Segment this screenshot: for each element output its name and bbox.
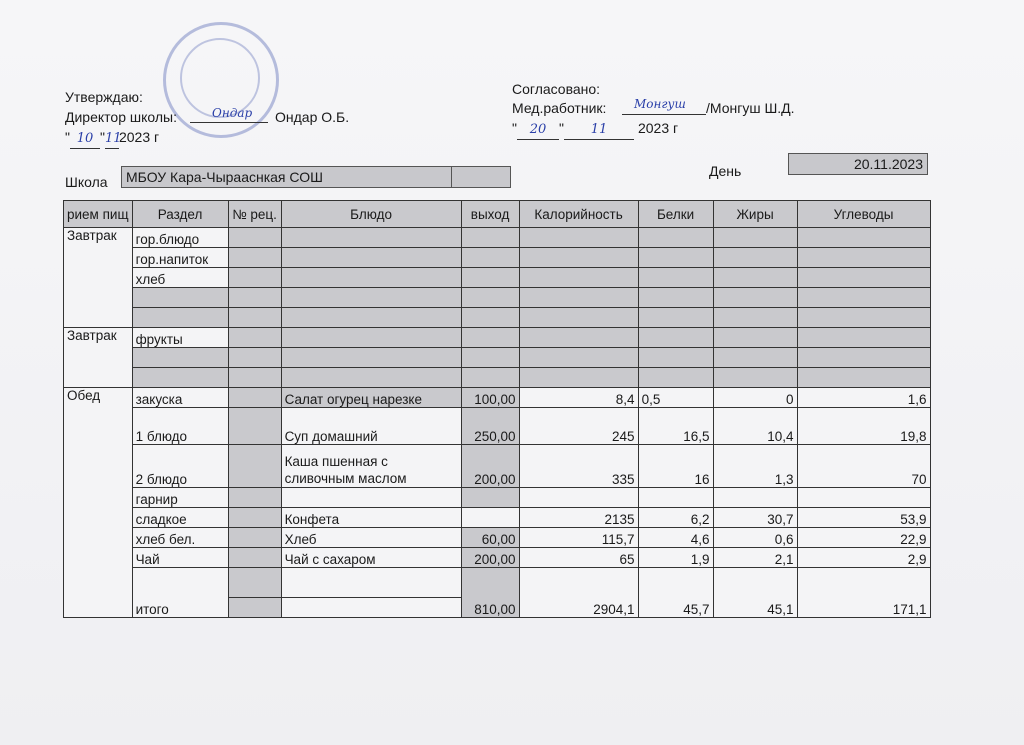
day-label: День bbox=[709, 163, 742, 179]
total-fat: 45,1 bbox=[713, 568, 797, 618]
header-section: Раздел bbox=[132, 201, 228, 228]
calories-cell: 2135 bbox=[519, 508, 638, 528]
dish-cell: Хлеб bbox=[281, 528, 461, 548]
section-cell: хлеб bbox=[132, 268, 228, 288]
table-row bbox=[64, 288, 931, 308]
approve-date-year: 2023 г bbox=[118, 129, 160, 145]
carbs-cell: 2,9 bbox=[797, 548, 930, 568]
agreed-date-year: 2023 г bbox=[637, 120, 679, 136]
med-name: /Монгуш Ш.Д. bbox=[706, 100, 795, 116]
total-output: 810,00 bbox=[461, 568, 519, 618]
table-row bbox=[64, 488, 931, 508]
section-cell: Чай bbox=[132, 548, 228, 568]
director-label: Директор школы: bbox=[65, 109, 177, 125]
table-row bbox=[64, 445, 931, 488]
table-row bbox=[64, 248, 931, 268]
section-cell: гор.блюдо bbox=[132, 228, 228, 248]
calories-cell: 65 bbox=[519, 548, 638, 568]
table-row bbox=[64, 528, 931, 548]
med-label: Мед.работник: bbox=[512, 100, 607, 116]
carbs-cell: 22,9 bbox=[797, 528, 930, 548]
section-cell: 1 блюдо bbox=[132, 408, 228, 445]
meal-breakfast-1: Завтрак bbox=[64, 228, 133, 328]
table-row bbox=[64, 228, 931, 248]
meal-breakfast-2: Завтрак bbox=[64, 328, 133, 388]
output-cell: 200,00 bbox=[461, 548, 519, 568]
total-carbs: 171,1 bbox=[797, 568, 930, 618]
section-cell: гор.напиток bbox=[132, 248, 228, 268]
table-row bbox=[64, 408, 931, 445]
med-signature-line bbox=[622, 114, 706, 115]
agreed-date-day: 20 bbox=[529, 122, 547, 137]
header-meal: рием пищ bbox=[64, 201, 133, 228]
school-label: Школа bbox=[65, 174, 108, 190]
approve-date-day: 10 bbox=[76, 131, 94, 146]
menu-table bbox=[63, 200, 931, 618]
school-extra-cell bbox=[451, 166, 511, 188]
protein-cell: 4,6 bbox=[638, 528, 713, 548]
table-row bbox=[64, 388, 931, 408]
fat-cell: 2,1 bbox=[713, 548, 797, 568]
director-signature: Ондар bbox=[212, 106, 253, 120]
section-cell: хлеб бел. bbox=[132, 528, 228, 548]
header-fat: Жиры bbox=[713, 201, 797, 228]
output-cell: 250,00 bbox=[461, 408, 519, 445]
output-cell: 200,00 bbox=[461, 445, 519, 488]
table-header-row bbox=[64, 201, 931, 228]
table-row bbox=[64, 328, 931, 348]
dish-cell: Суп домашний bbox=[281, 408, 461, 445]
section-cell: закуска bbox=[132, 388, 228, 408]
protein-cell: 0,5 bbox=[638, 388, 713, 408]
dish-line-1: Каша пшенная с bbox=[284, 454, 388, 469]
section-cell: сладкое bbox=[132, 508, 228, 528]
agreed-date-month: 11 bbox=[590, 122, 608, 137]
dish-cell bbox=[281, 445, 461, 488]
med-signature: Монгуш bbox=[634, 97, 686, 111]
approve-date-month: 11 bbox=[104, 131, 122, 146]
table-row bbox=[64, 548, 931, 568]
header-protein: Белки bbox=[638, 201, 713, 228]
approve-label: Утверждаю: bbox=[65, 89, 143, 105]
calories-cell: 115,7 bbox=[519, 528, 638, 548]
section-cell: гарнир bbox=[132, 488, 228, 508]
output-cell bbox=[461, 508, 519, 528]
protein-cell: 1,9 bbox=[638, 548, 713, 568]
section-cell: фрукты bbox=[132, 328, 228, 348]
total-label: итого bbox=[132, 568, 228, 618]
output-cell: 60,00 bbox=[461, 528, 519, 548]
dish-line-2: сливочным маслом bbox=[284, 471, 407, 486]
dish-cell: Чай с сахаром bbox=[281, 548, 461, 568]
header-recipe: № рец. bbox=[228, 201, 281, 228]
header-dish: Блюдо bbox=[281, 201, 461, 228]
output-cell: 100,00 bbox=[461, 388, 519, 408]
school-value: МБОУ Кара-Чырааснкая СОШ bbox=[121, 166, 453, 188]
calories-cell: 245 bbox=[519, 408, 638, 445]
fat-cell: 10,4 bbox=[713, 408, 797, 445]
header-carbs: Углеводы bbox=[797, 201, 930, 228]
day-value: 20.11.2023 bbox=[788, 153, 928, 175]
protein-cell: 16 bbox=[638, 445, 713, 488]
section-cell: 2 блюдо bbox=[132, 445, 228, 488]
carbs-cell: 1,6 bbox=[797, 388, 930, 408]
fat-cell: 0,6 bbox=[713, 528, 797, 548]
table-row bbox=[64, 308, 931, 328]
agreed-label: Согласовано: bbox=[512, 81, 601, 97]
fat-cell: 1,3 bbox=[713, 445, 797, 488]
calories-cell: 335 bbox=[519, 445, 638, 488]
carbs-cell: 19,8 bbox=[797, 408, 930, 445]
total-calories: 2904,1 bbox=[519, 568, 638, 618]
table-row bbox=[64, 268, 931, 288]
total-protein: 45,7 bbox=[638, 568, 713, 618]
dish-cell: Конфета bbox=[281, 508, 461, 528]
fat-cell: 30,7 bbox=[713, 508, 797, 528]
table-row bbox=[64, 568, 931, 598]
approve-date: " 10 "112023 г bbox=[65, 128, 159, 149]
dish-cell: Салат огурец нарезке bbox=[281, 388, 461, 408]
table-row bbox=[64, 368, 931, 388]
table-row bbox=[64, 508, 931, 528]
fat-cell: 0 bbox=[713, 388, 797, 408]
meal-lunch: Обед bbox=[64, 388, 133, 618]
agreed-date: " 20 " 11 2023 г bbox=[512, 119, 678, 140]
director-name: Ондар О.Б. bbox=[275, 109, 350, 125]
calories-cell: 8,4 bbox=[519, 388, 638, 408]
dish-cell bbox=[281, 488, 461, 508]
protein-cell: 6,2 bbox=[638, 508, 713, 528]
table-row bbox=[64, 348, 931, 368]
header-output: выход bbox=[461, 201, 519, 228]
protein-cell: 16,5 bbox=[638, 408, 713, 445]
carbs-cell: 70 bbox=[797, 445, 930, 488]
director-signature-line bbox=[190, 122, 268, 123]
header-calories: Калорийность bbox=[519, 201, 638, 228]
carbs-cell: 53,9 bbox=[797, 508, 930, 528]
